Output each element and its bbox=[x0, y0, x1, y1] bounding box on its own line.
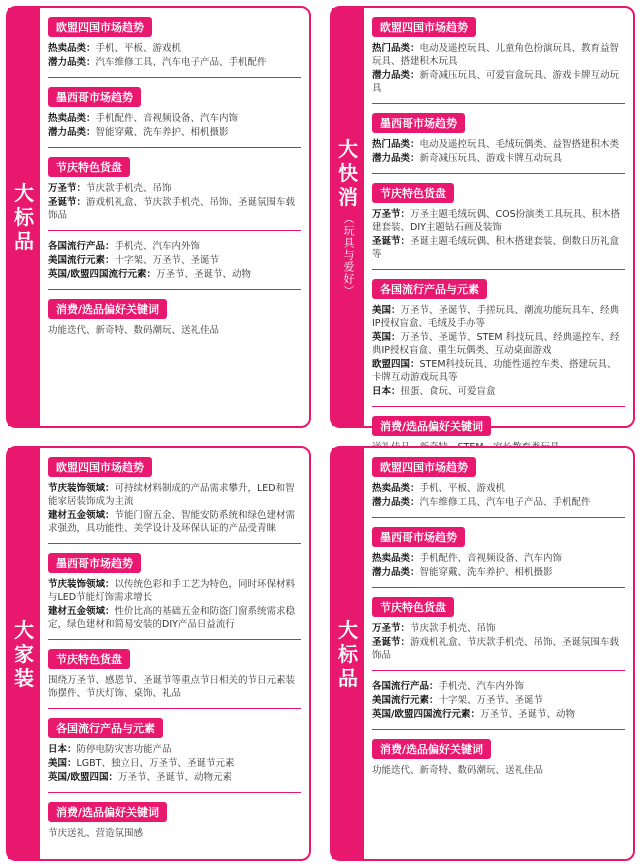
section bbox=[48, 543, 301, 631]
info-key: 热卖品类： bbox=[372, 553, 420, 564]
category-subtitle: （玩具与爱好） bbox=[342, 213, 355, 297]
info-value: 手机配件、音视频设备、汽车内饰 bbox=[419, 553, 563, 564]
section-tag: 各国流行产品与元素 bbox=[372, 279, 487, 299]
info-line bbox=[372, 482, 625, 495]
panel-standard-goods-2 bbox=[330, 446, 635, 861]
info-key: 万圣节： bbox=[48, 183, 87, 194]
section-tag: 消费/选品偏好关键词 bbox=[48, 802, 167, 822]
panel-home-improvement bbox=[6, 446, 311, 861]
section-tag: 节庆特色货盘 bbox=[48, 157, 130, 177]
info-line bbox=[372, 680, 625, 693]
info-line bbox=[372, 552, 625, 565]
section bbox=[48, 16, 301, 69]
info-line bbox=[372, 358, 625, 384]
info-key: 潜力品类： bbox=[372, 70, 420, 81]
section bbox=[48, 456, 301, 535]
info-value: 游戏机礼盒、节庆款手机壳、吊饰、圣诞氛围车载饰品 bbox=[372, 637, 620, 661]
info-line bbox=[372, 566, 625, 579]
info-key: 热卖品类： bbox=[48, 113, 96, 124]
info-value: 圣诞主题毛绒玩偶、积木搭建套装、倒数日历礼盒等 bbox=[372, 236, 620, 260]
info-key: 各国流行产品： bbox=[372, 681, 439, 692]
info-value: 扭蛋、食玩、可爱盲盒 bbox=[400, 386, 496, 397]
info-line bbox=[48, 324, 301, 337]
info-line bbox=[48, 42, 301, 55]
info-value: 新奇减压玩具、可爱盲盒玩具、游戏卡牌互动玩具 bbox=[372, 70, 620, 94]
info-key: 节庆装饰领域： bbox=[48, 483, 115, 494]
info-line bbox=[372, 69, 625, 95]
info-line bbox=[48, 254, 301, 267]
info-key: 潜力品类： bbox=[372, 497, 420, 508]
info-key: 潜力品类： bbox=[48, 127, 96, 138]
info-key: 圣诞节： bbox=[372, 236, 411, 247]
section-tag: 消费/选品偏好关键词 bbox=[372, 416, 491, 436]
panel-content bbox=[48, 16, 301, 345]
info-value: 节庆送礼、营造氛围感 bbox=[48, 828, 144, 839]
section bbox=[372, 456, 625, 509]
info-value: 性价比高的基础五金和防盗门窗系统需求稳定，绿色建材和简易安装的DIY产品日益流行 bbox=[48, 606, 296, 630]
info-key: 美国流行元素： bbox=[372, 695, 439, 706]
info-value: 万圣节、圣诞节、手搓玩具、潮流功能玩具车、经典IP授权盲盒、毛绒及手办等 bbox=[372, 305, 620, 329]
info-line bbox=[48, 56, 301, 69]
info-line bbox=[48, 757, 301, 770]
info-value: 汽车维修工具、汽车电子产品、手机配件 bbox=[95, 57, 267, 68]
category-sidebar bbox=[332, 8, 364, 426]
panel-standard-goods-1 bbox=[6, 6, 311, 428]
section bbox=[48, 230, 301, 281]
section-tag: 节庆特色货盘 bbox=[372, 597, 454, 617]
info-key: 热门品类： bbox=[372, 43, 420, 54]
info-value: 十字架、万圣节、圣诞节 bbox=[438, 695, 544, 706]
section-tag: 墨西哥市场趋势 bbox=[372, 527, 465, 547]
section bbox=[48, 77, 301, 139]
info-value: 智能穿戴、洗车养护、相机摄影 bbox=[419, 567, 553, 578]
panel-content bbox=[372, 16, 625, 462]
info-key: 建材五金领域： bbox=[48, 606, 115, 617]
info-value: 功能迭代、新奇特、数码潮玩、送礼佳品 bbox=[372, 765, 544, 776]
info-line bbox=[372, 694, 625, 707]
info-key: 潜力品类： bbox=[372, 567, 420, 578]
info-line bbox=[372, 208, 625, 234]
info-line bbox=[372, 496, 625, 509]
section-tag: 欧盟四国市场趋势 bbox=[372, 457, 476, 477]
info-value: 十字架、万圣节、圣诞节 bbox=[114, 255, 220, 266]
category-title: 大标品 bbox=[14, 181, 34, 253]
info-value: 手机配件、音视频设备、汽车内饰 bbox=[95, 113, 239, 124]
info-line bbox=[48, 578, 301, 604]
info-line bbox=[372, 138, 625, 151]
category-title: 大家装 bbox=[14, 617, 34, 690]
info-key: 英国/欧盟四国流行元素： bbox=[48, 269, 156, 280]
info-value: 节能门窗五金、智能安防系统和绿色建材需求强劲，具功能性、美学设计及环保认证的产品受青睐 bbox=[48, 510, 296, 534]
info-value: 手机壳、汽车内外饰 bbox=[114, 241, 201, 252]
info-key: 英国： bbox=[372, 332, 401, 343]
info-line bbox=[48, 674, 301, 700]
info-value: 手机、平板、游戏机 bbox=[95, 43, 182, 54]
info-key: 英国/欧盟四国流行元素： bbox=[372, 709, 480, 720]
section bbox=[372, 517, 625, 579]
section bbox=[48, 792, 301, 840]
info-line bbox=[48, 182, 301, 195]
section bbox=[372, 269, 625, 398]
info-line bbox=[372, 385, 625, 398]
section bbox=[372, 670, 625, 721]
info-line bbox=[372, 764, 625, 777]
info-value: 功能迭代、新奇特、数码潮玩、送礼佳品 bbox=[48, 325, 220, 336]
info-value: 万圣节、圣诞节、STEM 科技玩具、经典遥控车、经典IP授权盲盒、重生玩偶类、互动桌面游戏 bbox=[372, 332, 620, 356]
info-value: 电动及遥控玩具、儿童角色扮演玩具、教育益智玩具、搭建积木玩具 bbox=[372, 43, 620, 67]
info-value: 万圣节、圣诞节、动物元素 bbox=[117, 772, 232, 783]
info-key: 潜力品类： bbox=[372, 153, 420, 164]
panel-fmcg-toys bbox=[330, 6, 635, 433]
info-key: 美国： bbox=[48, 758, 77, 769]
section bbox=[372, 729, 625, 777]
info-key: 热门品类： bbox=[372, 139, 420, 150]
info-value: 手机、平板、游戏机 bbox=[419, 483, 506, 494]
info-line bbox=[48, 126, 301, 139]
info-line bbox=[48, 112, 301, 125]
info-value: 防停电防灾害功能产品 bbox=[76, 744, 172, 755]
info-key: 日本： bbox=[372, 386, 401, 397]
section bbox=[372, 173, 625, 261]
info-line bbox=[48, 509, 301, 535]
info-key: 英国/欧盟四国： bbox=[48, 772, 118, 783]
info-key: 美国流行元素： bbox=[48, 255, 115, 266]
info-value: 节庆款手机壳、吊饰 bbox=[410, 623, 496, 634]
info-line bbox=[372, 331, 625, 357]
info-line bbox=[372, 42, 625, 68]
section bbox=[48, 147, 301, 222]
info-line bbox=[48, 196, 301, 222]
section bbox=[372, 16, 625, 95]
info-line bbox=[372, 235, 625, 261]
section-tag: 各国流行产品与元素 bbox=[48, 718, 163, 738]
info-key: 潜力品类： bbox=[48, 57, 96, 68]
info-value: LGBT、独立日、万圣节、圣诞节元素 bbox=[76, 758, 235, 769]
info-value: 围绕万圣节、感恩节、圣诞节等重点节日相关的节日元素装饰摆件、节庆灯饰、桌饰、礼品 bbox=[48, 675, 296, 699]
info-key: 万圣节： bbox=[372, 209, 411, 220]
section-tag: 消费/选品偏好关键词 bbox=[48, 299, 167, 319]
info-value: 汽车维修工具、汽车电子产品、手机配件 bbox=[419, 497, 591, 508]
section-tag: 节庆特色货盘 bbox=[48, 649, 130, 669]
info-value: 万圣主题毛绒玩偶、COS扮演类工具玩具、积木搭建套装、DIY主题钻石画及装饰 bbox=[372, 209, 621, 233]
info-key: 建材五金领域： bbox=[48, 510, 115, 521]
info-value: 节庆款手机壳、吊饰 bbox=[86, 183, 172, 194]
panel-content bbox=[372, 456, 625, 785]
info-line bbox=[372, 622, 625, 635]
info-value: STEM科技玩具、功能性遥控车类、搭建玩具、卡牌互动游戏玩具等 bbox=[372, 359, 617, 383]
info-line bbox=[372, 304, 625, 330]
info-key: 日本： bbox=[48, 744, 77, 755]
info-line bbox=[48, 268, 301, 281]
section bbox=[372, 587, 625, 662]
info-key: 欧盟四国： bbox=[372, 359, 420, 370]
info-value: 智能穿戴、洗车养护、相机摄影 bbox=[95, 127, 229, 138]
category-sidebar bbox=[8, 8, 40, 426]
section-tag: 墨西哥市场趋势 bbox=[48, 553, 141, 573]
info-key: 美国： bbox=[372, 305, 401, 316]
info-line bbox=[48, 240, 301, 253]
section-tag: 欧盟四国市场趋势 bbox=[48, 457, 152, 477]
section bbox=[48, 639, 301, 700]
info-line bbox=[48, 605, 301, 631]
info-line bbox=[48, 771, 301, 784]
section-tag: 墨西哥市场趋势 bbox=[48, 87, 141, 107]
info-key: 万圣节： bbox=[372, 623, 411, 634]
section-tag: 消费/选品偏好关键词 bbox=[372, 739, 491, 759]
section-tag: 欧盟四国市场趋势 bbox=[48, 17, 152, 37]
info-value: 以传统色彩和手工艺为特色，同时环保材料与LED节能灯饰需求增长 bbox=[48, 579, 296, 603]
info-key: 热卖品类： bbox=[372, 483, 420, 494]
section-tag: 墨西哥市场趋势 bbox=[372, 113, 465, 133]
info-line bbox=[48, 827, 301, 840]
section bbox=[48, 708, 301, 784]
section-tag: 欧盟四国市场趋势 bbox=[372, 17, 476, 37]
info-line bbox=[48, 743, 301, 756]
info-line bbox=[372, 152, 625, 165]
category-sidebar bbox=[8, 448, 40, 859]
info-value: 电动及遥控玩具、毛绒玩偶类、益智搭建积木类 bbox=[419, 139, 620, 150]
section-tag: 节庆特色货盘 bbox=[372, 183, 454, 203]
info-key: 节庆装饰领域： bbox=[48, 579, 115, 590]
info-line bbox=[372, 708, 625, 721]
panel-content bbox=[48, 456, 301, 848]
section bbox=[372, 103, 625, 165]
info-value: 游戏机礼盒、节庆款手机壳、吊饰、圣诞氛围车载饰品 bbox=[48, 197, 296, 221]
category-title: 大标品 bbox=[338, 617, 358, 690]
info-value: 万圣节、圣诞节、动物 bbox=[155, 269, 251, 280]
category-sidebar bbox=[332, 448, 364, 859]
info-key: 圣诞节： bbox=[372, 637, 411, 648]
info-line bbox=[372, 636, 625, 662]
section bbox=[48, 289, 301, 337]
info-value: 万圣节、圣诞节、动物 bbox=[479, 709, 575, 720]
info-value: 可持续材料制成的产品需求攀升，LED和智能家居装饰成为主流 bbox=[48, 483, 295, 507]
info-line bbox=[48, 482, 301, 508]
info-value: 手机壳、汽车内外饰 bbox=[438, 681, 525, 692]
info-key: 圣诞节： bbox=[48, 197, 87, 208]
info-value: 新奇减压玩具、游戏卡牌互动玩具 bbox=[419, 153, 563, 164]
info-key: 各国流行产品： bbox=[48, 241, 115, 252]
info-key: 热卖品类： bbox=[48, 43, 96, 54]
category-title: 大快消 bbox=[338, 137, 358, 209]
